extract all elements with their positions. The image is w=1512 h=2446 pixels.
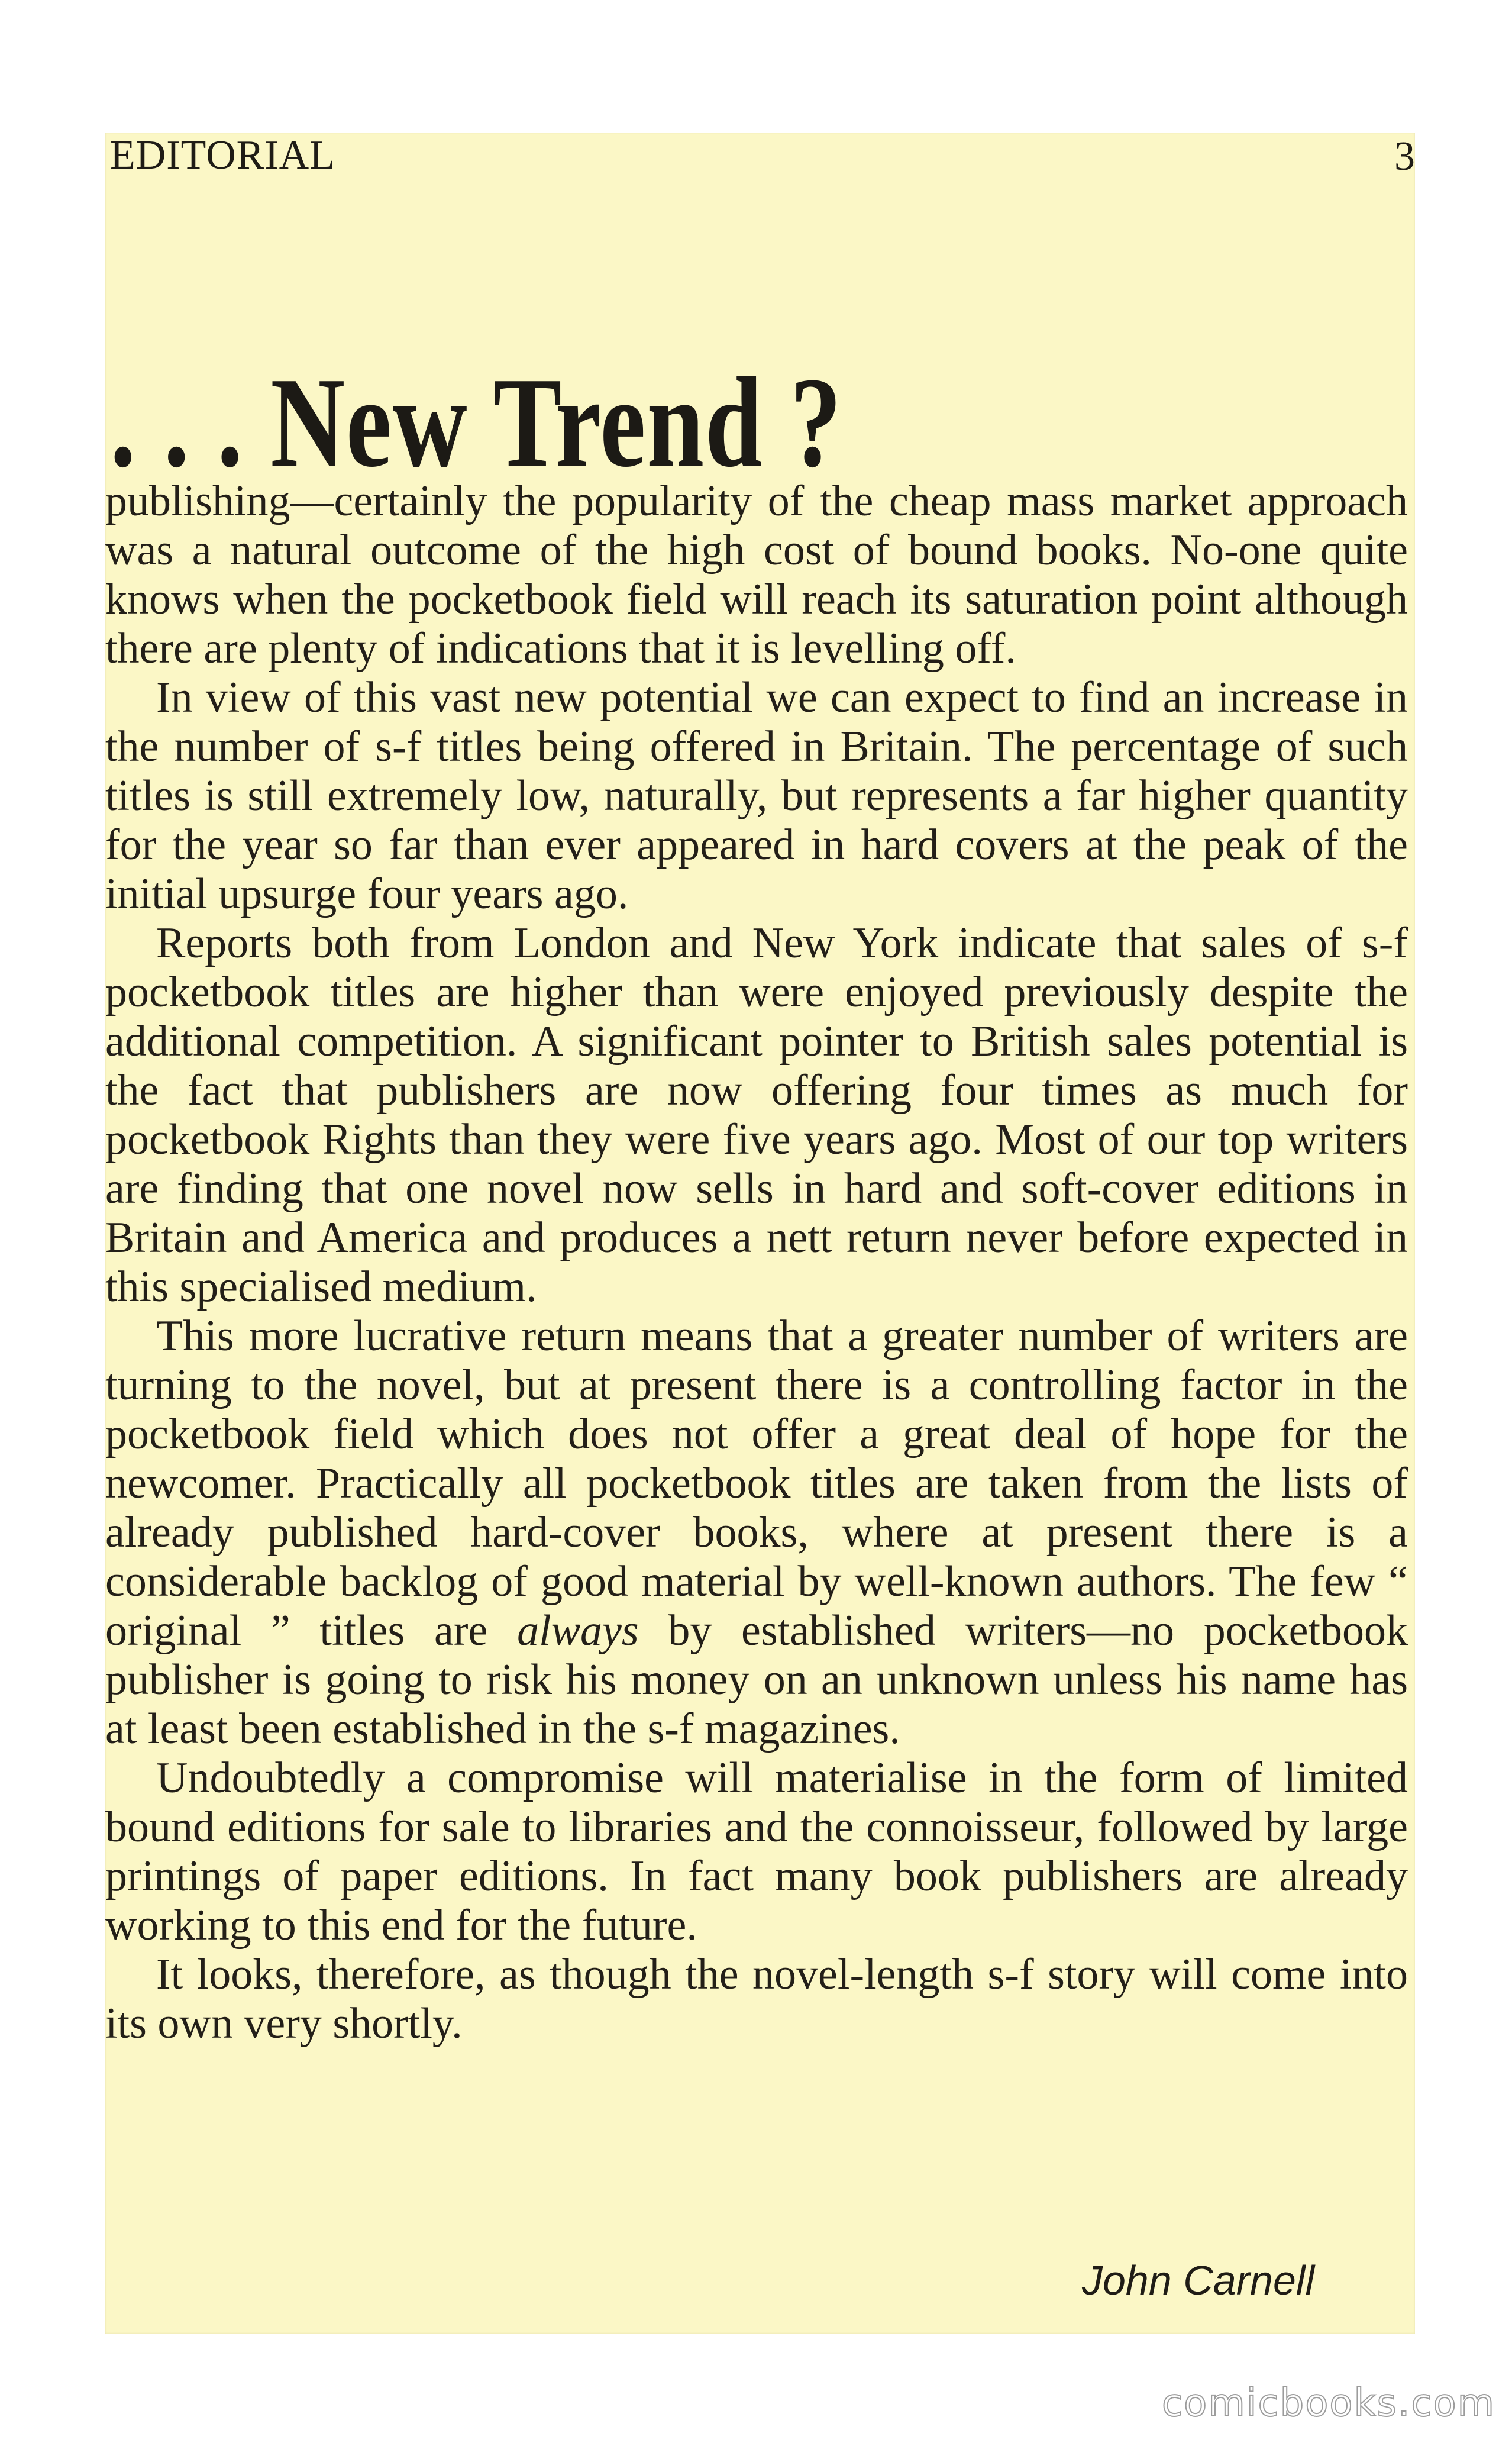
paragraph-3: Reports both from London and New York indicate that sales of s-f pocketbook titles are higher than were enjoyed previously despite the additional competition. A significant pointer to British sales potential is the fact that publishers are now offering four times as much for pocketbook Rights than they were five years ago. Most of our top writers are finding that one novel now sells in hard and soft-cover editions in Britain and America and produces a nett return never before expected in this specialised medium. xyxy=(105,919,1408,1311)
paragraph-4-italic: always xyxy=(517,1606,639,1655)
editorial-headline: . . . New Trend ? xyxy=(110,351,843,495)
editorial-body xyxy=(105,477,1408,2048)
paragraph-4-text-a: This more lucrative return means that a greater number of writers are turning to the novel, but at present there is a controlling factor in the pocketbook field which does not offer a great deal of hope for the newcomer. Practically all pocketbook titles are taken from the lists of already published hard-cover books, where at present there is a considerable backlog of good material by well-known authors. The few “ original ” titles are xyxy=(105,1312,1408,1655)
paragraph-5: Undoubtedly a compromise will materialise in the form of limited bound editions for sale to libraries and the connoisseur, followed by large printings of paper editions. In fact many book publishers are already working to this end for the future. xyxy=(105,1754,1408,1950)
page-number: 3 xyxy=(1394,134,1415,179)
paragraph-2: In view of this vast new potential we can expect to find an increase in the number of s-f titles being offered in Britain. The percentage of such titles is still extremely low, naturally, but represents a far higher quantity for the year so far than ever appeared in hard covers at the peak of the initial upsurge four years ago. xyxy=(105,673,1408,918)
paragraph-1: publishing—certainly the popularity of the cheap mass market approach was a natural outcome of the high cost of bound books. No-one quite knows when the pocketbook field will reach its saturation point although there are plenty of indications that it is levelling off. xyxy=(105,477,1408,673)
paragraph-4 xyxy=(105,1312,1408,1754)
magazine-page xyxy=(105,133,1415,2334)
author-signature: John Carnell xyxy=(1082,2257,1314,2303)
paragraph-4-text-b: by established writers—no pocketbook publisher is going to risk his money on an unknown unless his name has at least been established in the s-f magazines. xyxy=(105,1606,1408,1753)
running-head: EDITORIAL xyxy=(110,133,335,178)
site-watermark: comicbooks.com xyxy=(1161,2382,1495,2425)
paragraph-6: It looks, therefore, as though the novel-length s-f story will come into its own very shortly. xyxy=(105,1950,1408,2048)
